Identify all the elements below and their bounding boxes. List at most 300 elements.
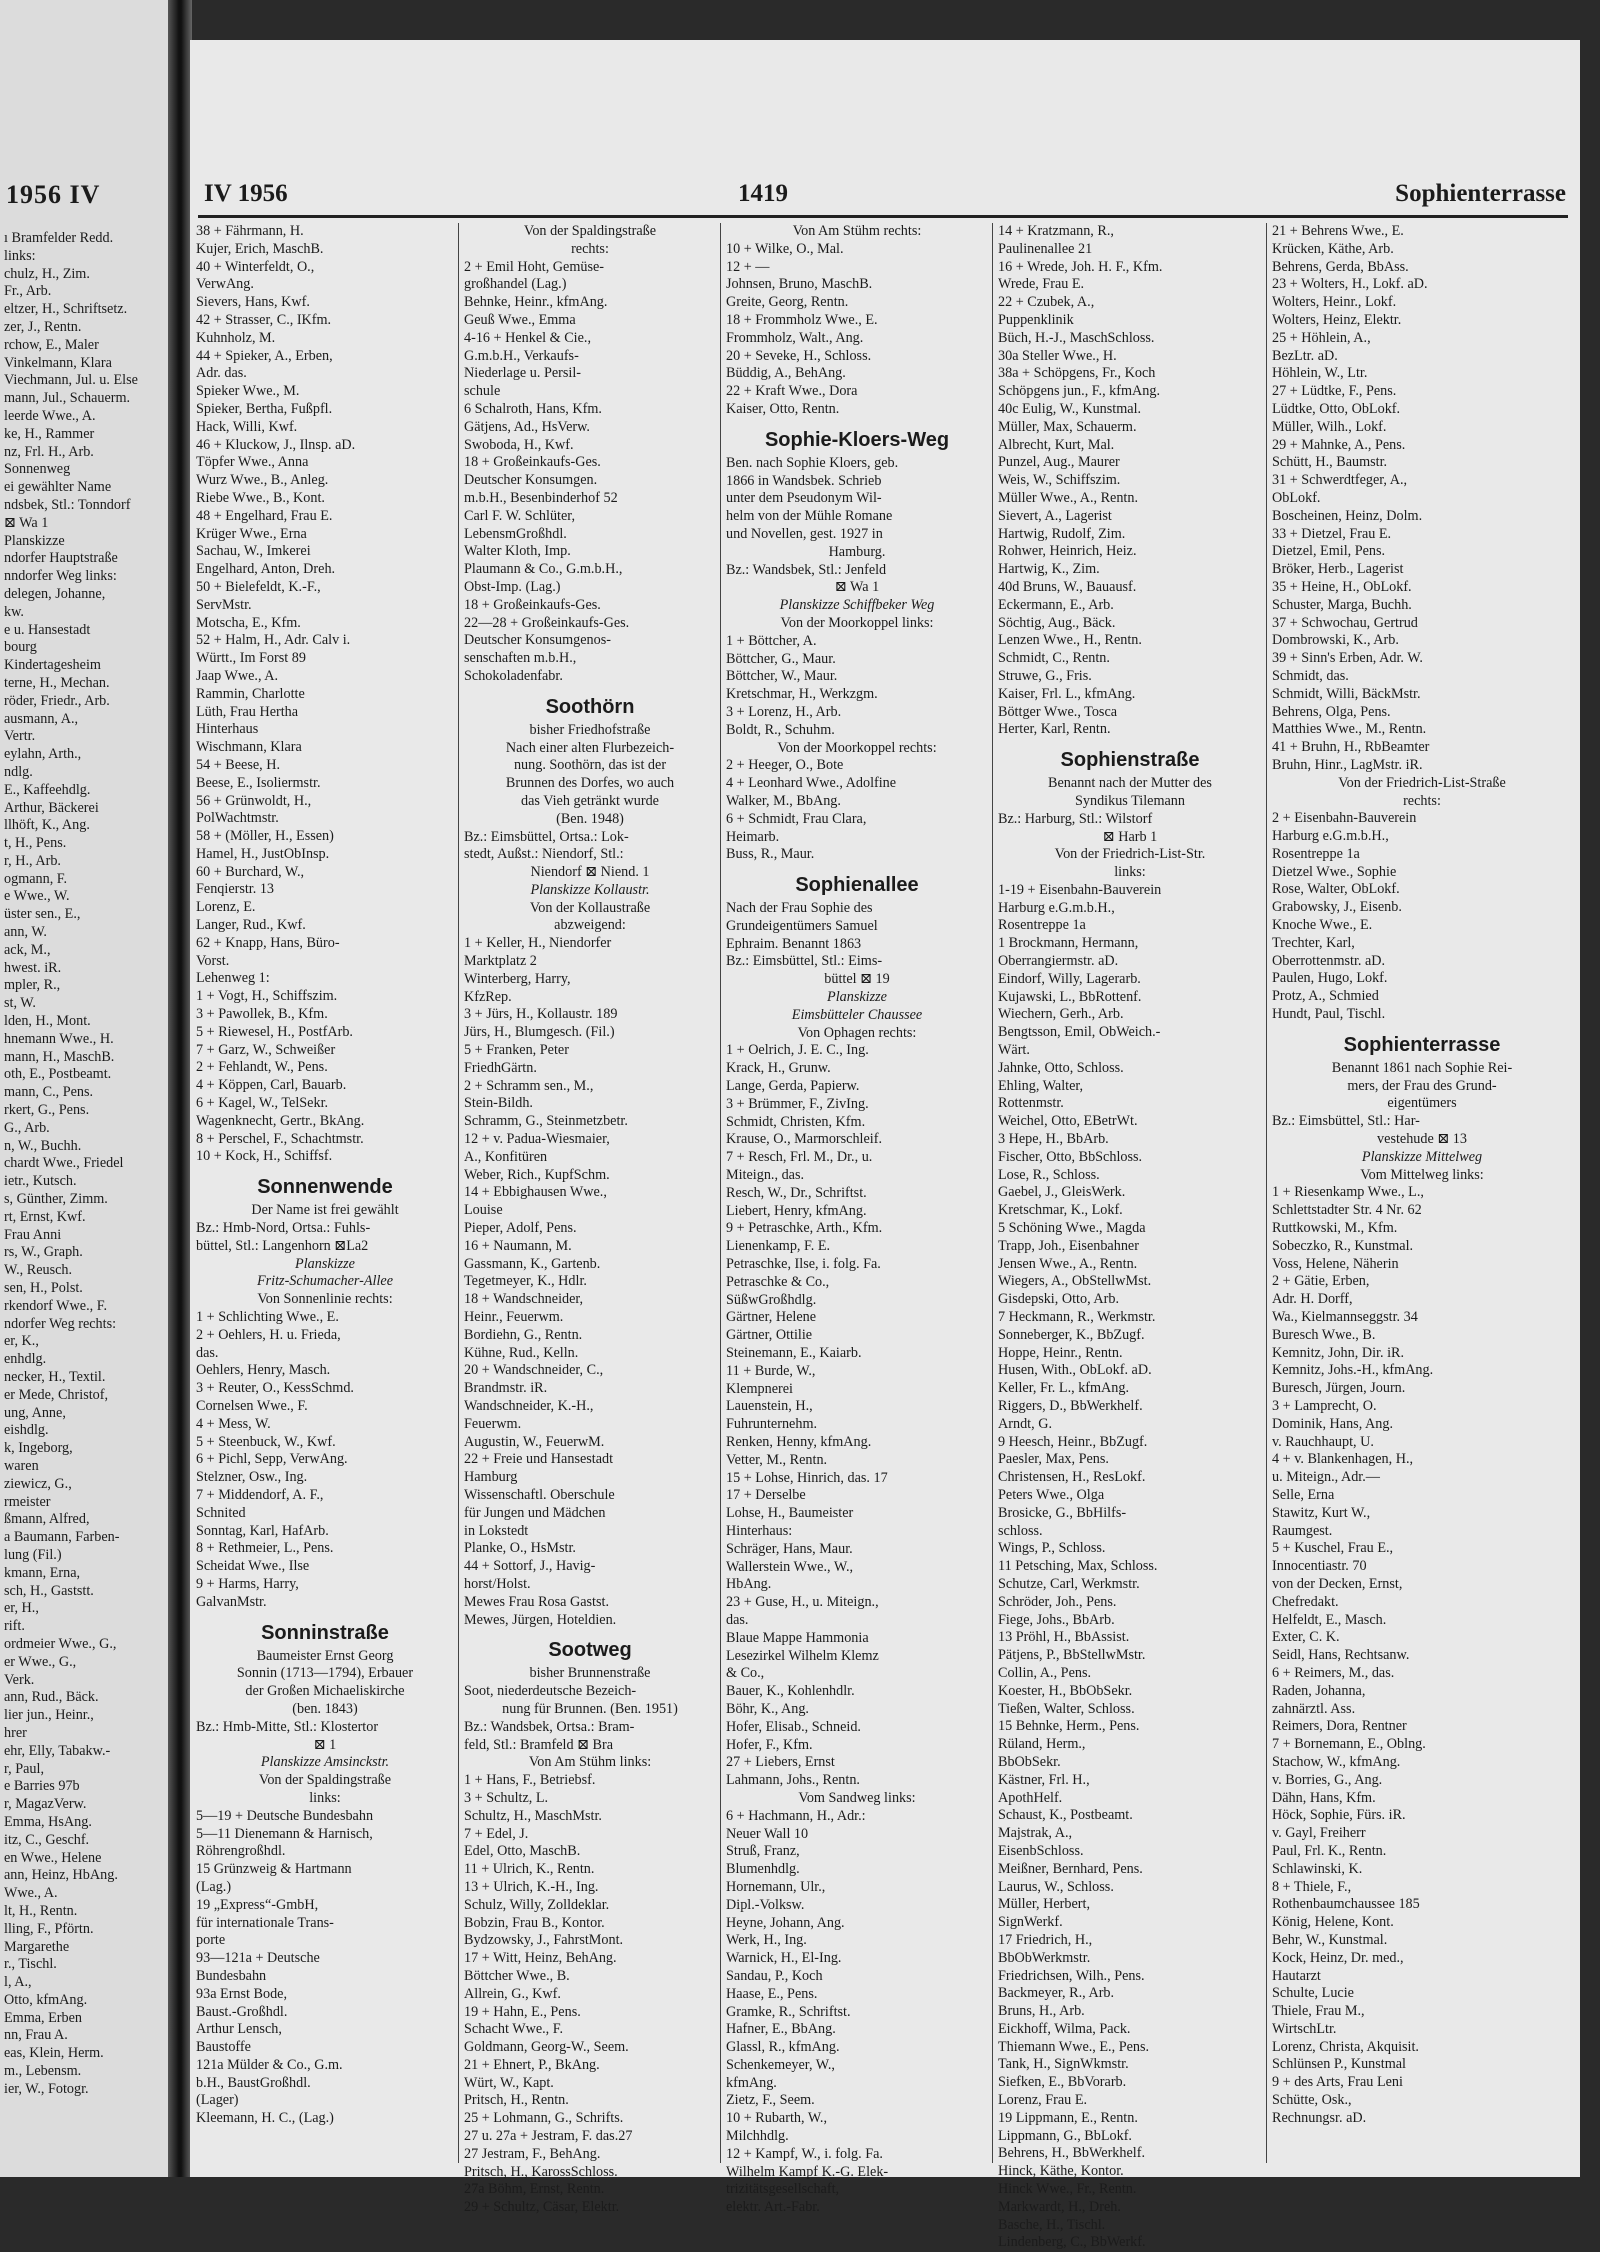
entry-line: Krack, H., Grunw.: [726, 1060, 831, 1077]
entry-line: Louise: [464, 1202, 503, 1219]
entry-line: Resch, W., Dr., Schriftst.: [726, 1184, 867, 1201]
entry-line: 1 + Riesenkamp Wwe., L.,: [1272, 1184, 1424, 1201]
entry-line: 46 + Kluckow, J., Ilnsp. aD.: [196, 436, 356, 453]
entry-line: oth, E., Postbeamt.: [4, 1066, 112, 1083]
header-street: Sophienterrasse: [1395, 180, 1566, 207]
entry-line: zahnärztl. Ass.: [1272, 1700, 1356, 1717]
entry-line: 27 + Liebers, Ernst: [726, 1754, 835, 1771]
entry-line: Schramm, G., Steinmetzbetr.: [464, 1113, 628, 1130]
entry-line: Basche, H., Tischl.: [998, 2216, 1106, 2233]
entry-line: Husen, With., ObLokf. aD.: [998, 1362, 1152, 1379]
entry-line: 14 + Kratzmann, R.,: [998, 223, 1114, 239]
entry-line: Friedrichsen, Wilh., Pens.: [998, 1967, 1145, 1984]
entry-line: Voss, Helene, Näherin: [1272, 1255, 1399, 1272]
entry-line: Böttcher, G., Maur.: [726, 650, 836, 667]
entry-line: feld, Stl.: Bramfeld ⊠ Bra: [464, 1736, 614, 1753]
entry-line: 27 Jestram, F., BehAng.: [464, 2145, 601, 2162]
entry-line: llhöft, K., Ang.: [4, 817, 90, 834]
entry-line: Gärtner, Helene: [726, 1309, 817, 1326]
note-line: Vom Sandweg links:: [798, 1789, 916, 1806]
entry-line: Arthur Lensch,: [196, 2021, 282, 2038]
entry-line: Schacht Wwe., F.: [464, 2021, 564, 2038]
entry-line: Paul, Frl. K., Rentn.: [1272, 1842, 1387, 1859]
entry-line: 5 + Riewesel, H., PostfArb.: [196, 1023, 353, 1040]
entry-line: 21 + Ehnert, P., BkAng.: [464, 2056, 600, 2073]
entry-line: Majstrak, A.,: [998, 1825, 1073, 1842]
entry-line: Bz.: Harburg, Stl.: Wilstorf: [998, 810, 1153, 827]
entry-line: Schulz, Willy, Zolldeklar.: [464, 1896, 610, 1913]
entry-line: mann, H., MaschB.: [4, 1048, 115, 1065]
entry-line: Brandmstr. iR.: [464, 1380, 548, 1397]
entry-line: Bz.: Hmb-Mitte, Stl.: Klostertor: [196, 1718, 379, 1735]
entry-line: r, H., Arb.: [4, 852, 61, 869]
entry-line: für Jungen und Mädchen: [464, 1504, 606, 1521]
entry-line: E., Kaffeehdlg.: [4, 781, 91, 798]
entry-line: Deutscher Konsumgen.: [464, 472, 598, 489]
entry-line: Bz.: Eimsbüttel, Ortsa.: Lok-: [464, 828, 629, 845]
entry-line: Bz.: Wandsbek, Stl.: Jenfeld: [726, 561, 887, 578]
entry-line: Spieker Wwe., M.: [196, 383, 300, 400]
entry-line: Emma, HsAng.: [4, 1813, 92, 1830]
entry-line: delegen, Johanne,: [4, 585, 106, 602]
entry-line: 3 + Jürs, H., Kollaustr. 189: [464, 1006, 618, 1023]
entry-line: Ehling, Walter,: [998, 1077, 1084, 1094]
entry-line: Schmidt, das.: [1272, 667, 1349, 684]
entry-line: 23 + Wolters, H., Lokf. aD.: [1272, 276, 1428, 293]
entry-line: Geuß Wwe., Emma: [464, 311, 576, 328]
entry-line: das.: [726, 1611, 749, 1628]
planskizze-line: Fritz-Schumacher-Allee: [256, 1273, 394, 1290]
entry-line: chardt Wwe., Friedel: [4, 1155, 124, 1172]
entry-line: Hartwig, K., Zim.: [998, 561, 1100, 578]
entry-line: Pritsch, H., KarossSchloss.: [464, 2163, 618, 2180]
entry-line: eishdlg.: [4, 1422, 49, 1439]
entry-line: Beese, E., Isoliermstr.: [196, 774, 321, 791]
entry-line: Greite, Georg, Rentn.: [726, 294, 849, 311]
entry-line: Hautarzt: [1272, 1967, 1321, 1984]
street-heading: Sophienallee: [795, 874, 919, 897]
entry-line: Haase, E., Pens.: [726, 1985, 818, 2002]
entry-line: 3 + Lorenz, H., Arb.: [726, 703, 842, 720]
entry-line: Fuhrunternehm.: [726, 1416, 818, 1433]
entry-line: nz, Frl. H., Arb.: [4, 443, 94, 460]
entry-line: Wa., Kielmannseggstr. 34: [1272, 1309, 1418, 1326]
entry-line: Fr., Arb.: [4, 283, 52, 300]
planskizze-line: Planskizze Amsinckstr.: [260, 1754, 390, 1771]
note-line: Von Ophagen rechts:: [797, 1024, 917, 1041]
entry-line: Ephraim. Benannt 1863: [726, 935, 862, 952]
entry-line: Kock, Heinz, Dr. med.,: [1272, 1949, 1404, 1966]
entry-line: 10 + Kock, H., Schiffsf.: [196, 1148, 333, 1165]
entry-line: Schaust, K., Postbeamt.: [998, 1807, 1133, 1824]
entry-line: EisenbSchloss.: [998, 1842, 1084, 1859]
entry-line: Mewes Frau Rosa Gastst.: [464, 1593, 610, 1610]
entry-line: Hofer, F., Kfm.: [726, 1736, 813, 1753]
entry-line: 44 + Sottorf, J., Havig-: [464, 1558, 596, 1575]
entry-line: Schuster, Marga, Buchh.: [1272, 596, 1412, 613]
entry-line: 4 + v. Blankenhagen, H.,: [1272, 1451, 1414, 1468]
entry-line: Lahmann, Johs., Rentn.: [726, 1772, 860, 1789]
entry-line: Weber, Rich., KupfSchm.: [464, 1166, 610, 1183]
entry-line: 27a Böhm, Ernst, Rentn.: [464, 2181, 605, 2198]
entry-line: lier jun., Heinr.,: [4, 1707, 94, 1724]
entry-line: 2 + Schramm sen., M.,: [464, 1077, 594, 1094]
entry-line: Edel, Otto, MaschB.: [464, 1843, 581, 1860]
entry-line: Scheidat Wwe., Ilse: [196, 1558, 310, 1575]
entry-line: Vinkelmann, Klara: [4, 354, 112, 371]
entry-line: 4 + Leonhard Wwe., Adolfine: [726, 775, 897, 792]
entry-line: Schmidt, Willi, BäckMstr.: [1272, 685, 1421, 702]
entry-line: ndsbek, Stl.: Tonndorf: [4, 496, 131, 513]
entry-line: Kujer, Erich, MaschB.: [196, 240, 324, 257]
entry-line: Puppenklinik: [998, 311, 1074, 328]
entry-line: Allrein, G., Kwf.: [464, 1985, 561, 2002]
entry-line: 5—11 Dienemann & Harnisch,: [196, 1825, 373, 1842]
entry-line: Fenqierstr. 13: [196, 881, 275, 898]
entry-line: eylahn, Arth.,: [4, 746, 82, 763]
entry-line: Heyne, Johann, Ang.: [726, 1914, 845, 1931]
entry-line: 58 + (Möller, H., Essen): [196, 828, 334, 845]
entry-line: Rosentreppe 1a: [998, 917, 1086, 934]
entry-line: st, W.: [4, 995, 36, 1012]
street-heading: Soothörn: [545, 695, 635, 718]
entry-line: 37 + Schwochau, Gertrud: [1272, 614, 1418, 631]
entry-line: Bordiehn, G., Rentn.: [464, 1326, 583, 1343]
entry-line: Lindenberg, C., BbWerkf.: [998, 2234, 1146, 2251]
entry-line: Schöpgens jun., F., kfmAng.: [998, 383, 1161, 400]
entry-line: Warnick, H., El-Ing.: [726, 1950, 842, 1967]
entry-line: 1 + Schlichting Wwe., E.: [196, 1309, 339, 1326]
entry-line: Bruhn, Hinr., LagMstr. iR.: [1272, 756, 1423, 773]
street-heading: Sophie-Kloers-Weg: [764, 428, 950, 451]
entry-line: Dietzel Wwe., Sophie: [1272, 863, 1397, 880]
entry-line: Weichel, Otto, EBetrWt.: [998, 1113, 1138, 1130]
entry-line: 5 + Steenbuck, W., Kwf.: [196, 1433, 336, 1450]
entry-line: Böttcher Wwe., B.: [464, 1967, 570, 1984]
entry-line: Schenkemeyer, W.,: [726, 2056, 835, 2073]
entry-line: zer, J., Rentn.: [4, 318, 82, 335]
entry-line: Thiele, Frau M.,: [1272, 2003, 1365, 2020]
left-page-header: 1956 IV: [6, 180, 101, 209]
entry-line: Hafner, E., BbAng.: [726, 2021, 836, 2038]
entry-line: Cornelsen Wwe., F.: [196, 1398, 308, 1414]
entry-line: lling, F., Pförtn.: [4, 1920, 94, 1937]
entry-line: Weis, W., Schiffszim.: [998, 472, 1121, 489]
left-page-column: [4, 230, 164, 2099]
entry-line: Bz.: Eimsbüttel, Stl.: Eims-: [726, 953, 883, 970]
entry-line: das.: [196, 1344, 219, 1361]
entry-line: Kästner, Frl. H.,: [998, 1771, 1090, 1788]
entry-line: Heinr., Feuerwm.: [464, 1309, 564, 1326]
entry-line: 20 + Wandschneider, C.,: [464, 1362, 604, 1379]
entry-line: 19 Lippmann, E., Rentn.: [998, 2109, 1138, 2126]
entry-line: Schmidt, Christen, Kfm.: [726, 1113, 866, 1130]
entry-line: Rottenmstr.: [998, 1095, 1064, 1112]
street-heading: Sonninstraße: [261, 1621, 389, 1644]
street-heading: Sootweg: [548, 1639, 632, 1662]
entry-line: Vorst.: [196, 952, 230, 969]
entry-line: Lange, Gerda, Papierw.: [726, 1078, 860, 1095]
entry-line: Raumgest.: [1272, 1522, 1333, 1539]
entry-line: 40 + Winterfeldt, O.,: [196, 258, 315, 275]
entry-line: Helfeldt, E., Masch.: [1272, 1611, 1387, 1628]
entry-line: unter dem Pseudonym Wil-: [726, 490, 882, 507]
entry-line: Dähn, Hans, Kfm.: [1272, 1789, 1376, 1806]
entry-line: König, Helene, Kont.: [1272, 1914, 1394, 1931]
entry-line: 6 Schalroth, Hans, Kfm.: [464, 400, 602, 417]
entry-line: Hinck, Käthe, Kontor.: [998, 2163, 1124, 2180]
entry-line: Sonntag, Karl, HafArb.: [196, 1522, 329, 1539]
planskizze-line: Eimsbütteler Chaussee: [791, 1006, 923, 1023]
entry-line: ung, Anne,: [4, 1404, 66, 1421]
entry-line: Bengtsson, Emil, ObWeich.-: [998, 1024, 1161, 1041]
entry-line: Behr, W., Kunstmal.: [1272, 1931, 1388, 1948]
entry-line: Eindorf, Willy, Lagerarb.: [998, 970, 1141, 987]
entry-line: ı Bramfelder Redd.: [4, 230, 114, 246]
entry-line: Sievert, A., Lagerist: [998, 507, 1112, 524]
entry-line: 5 Schöning Wwe., Magda: [998, 1220, 1146, 1237]
entry-line: Vetter, M., Rentn.: [726, 1451, 828, 1468]
entry-line: 2 + Gätie, Erben,: [1272, 1273, 1370, 1290]
entry-line: ndlg.: [4, 763, 33, 780]
entry-line: mann, C., Pens.: [4, 1084, 94, 1101]
entry-line: 50 + Bielefeldt, K.-F.,: [196, 578, 321, 595]
entry-line: schule: [464, 383, 501, 400]
entry-line: Pieper, Adolf, Pens.: [464, 1220, 577, 1237]
entry-line: terne, H., Mechan.: [4, 674, 110, 691]
entry-line: Struwe, G., Fris.: [998, 667, 1092, 684]
entry-line: Kuhnholz, M.: [196, 329, 276, 346]
entry-line: Paesler, Max, Pens.: [998, 1451, 1109, 1468]
entry-line: v. Rauchhaupt, U.: [1272, 1433, 1374, 1450]
entry-line: Sandau, P., Koch: [726, 1967, 823, 1984]
entry-line: Peters Wwe., Olga: [998, 1486, 1105, 1503]
entry-line: ApothHelf.: [998, 1789, 1063, 1806]
entry-line: 121a Mülder & Co., G.m.: [196, 2056, 343, 2073]
entry-line: Paulinenallee 21: [998, 240, 1093, 257]
entry-line: n, W., Buchh.: [4, 1137, 82, 1154]
note-line: links:: [309, 1789, 341, 1806]
entry-line: 30a Steller Wwe., H.: [998, 347, 1117, 364]
entry-line: Spieker, Bertha, Fußpfl.: [196, 400, 333, 417]
note-line: links:: [1114, 864, 1146, 881]
column-5: [1272, 223, 1572, 2128]
note-line: Von der Kollaustraße: [529, 899, 651, 916]
book-gutter: [168, 0, 192, 2177]
entry-line: ndorfer Weg rechts:: [4, 1315, 117, 1332]
entry-line: Wolters, Heinr., Lokf.: [1272, 294, 1397, 311]
entry-line: 13 + Ulrich, K.-H., Ing.: [464, 1878, 599, 1895]
entry-line: Müller, Max, Schauerm.: [998, 418, 1137, 435]
entry-line: 3 + Schultz, L.: [464, 1789, 549, 1806]
entry-line: 35 + Heine, H., ObLokf.: [1272, 578, 1412, 595]
entry-line: 39 + Sinn's Erben, Adr. W.: [1272, 650, 1423, 667]
entry-line: 2 + Emil Hoht, Gemüse-: [464, 258, 605, 275]
entry-line: ogmann, F.: [4, 870, 68, 887]
entry-line: Sievers, Hans, Kwf.: [196, 294, 310, 311]
entry-line: Mewes, Jürgen, Hoteldien.: [464, 1611, 617, 1628]
entry-line: 4-16 + Henkel & Cie.,: [464, 329, 591, 346]
entry-line: 54 + Beese, H.: [196, 756, 281, 773]
entry-line: Meißner, Bernhard, Pens.: [998, 1860, 1143, 1877]
entry-line: Adr. H. Dorff,: [1272, 1291, 1353, 1308]
column-divider: [1266, 223, 1267, 2163]
entry-line: 25 + Höhlein, A.,: [1272, 329, 1371, 346]
entry-line: 1 + Hans, F., Betriebsf.: [464, 1772, 596, 1789]
entry-line: 17 + Witt, Heinz, BehAng.: [464, 1950, 617, 1967]
entry-line: chulz, H., Zim.: [4, 265, 90, 282]
entry-line: Petraschke & Co.,: [726, 1273, 830, 1290]
entry-line: Laurus, W., Schloss.: [998, 1878, 1114, 1895]
entry-line: 6 + Reimers, M., das.: [1272, 1664, 1395, 1681]
entry-line: Jensen Wwe., A., Rentn.: [998, 1255, 1138, 1272]
entry-line: Büddig, A., BehAng.: [726, 365, 846, 382]
entry-line: Bauer, K., Kohlenhdlr.: [726, 1683, 855, 1700]
note-line: Von der Moorkoppel links:: [780, 614, 934, 631]
entry-line: Ben. nach Sophie Kloers, geb.: [726, 454, 899, 471]
entry-line: v. Borries, G., Ang.: [1272, 1771, 1383, 1788]
entry-line: 40d Bruns, W., Bauausf.: [998, 578, 1137, 595]
entry-line: 38a + Schöpgens, Fr., Koch: [998, 365, 1156, 382]
entry-line: ier, W., Fotogr.: [4, 2080, 89, 2097]
entry-line: Sonneberger, K., BbZugf.: [998, 1326, 1145, 1343]
entry-line: Brosicke, G., BbHilfs-: [998, 1504, 1127, 1521]
entry-line: Krücken, Käthe, Arb.: [1272, 240, 1394, 257]
entry-line: Herter, Karl, Rentn.: [998, 721, 1111, 738]
entry-line: 3 + Brümmer, F., ZivIng.: [726, 1095, 869, 1112]
entry-line: Wwe., A.: [4, 1885, 58, 1902]
entry-line: 22 + Kraft Wwe., Dora: [726, 383, 858, 400]
entry-line: Schlünsen P., Kunstmal: [1272, 2056, 1406, 2073]
entry-line: Johnsen, Bruno, MaschB.: [726, 276, 873, 293]
entry-line: 6 + Hachmann, H., Adr.:: [726, 1807, 866, 1824]
entry-line: itz, C., Geschf.: [4, 1831, 90, 1848]
entry-line: v. Gayl, Freiherr: [1272, 1825, 1366, 1842]
entry-line: 44 + Spieker, A., Erben,: [196, 347, 333, 364]
entry-line: 10 + Wilke, O., Mal.: [726, 240, 844, 257]
entry-line: 52 + Halm, H., Adr. Calv i.: [196, 632, 351, 649]
entry-line: lt, H., Rentn.: [4, 1902, 78, 1919]
entry-line: ei gewählter Name: [4, 479, 112, 496]
entry-line: Hinck Wwe., Fr., Rentn.: [998, 2181, 1137, 2198]
entry-line: LebensmGroßhdl.: [464, 525, 567, 542]
entry-line: 8 + Perschel, F., Schachtmstr.: [196, 1130, 364, 1147]
entry-line: hnemann Wwe., H.: [4, 1030, 114, 1047]
entry-line: lden, H., Mont.: [4, 1013, 91, 1030]
entry-line: Kretschmar, H., Werkzgm.: [726, 686, 878, 703]
note-line: ⊠ 1: [313, 1736, 337, 1753]
entry-line: Steinemann, E., Kaiarb.: [726, 1345, 862, 1362]
entry-line: KfzRep.: [464, 988, 512, 1005]
note-line: bisher Brunnenstraße: [529, 1665, 651, 1682]
entry-line: Knoche Wwe., E.: [1272, 917, 1373, 934]
entry-line: Schütte, Osk.,: [1272, 2092, 1352, 2109]
entry-line: Bz.: Wandsbek, Ortsa.: Bram-: [464, 1718, 635, 1735]
entry-line: 18 + Frommholz Wwe., E.: [726, 311, 878, 328]
entry-line: von der Decken, Ernst,: [1272, 1575, 1403, 1592]
entry-line: Backmeyer, R., Arb.: [998, 1985, 1115, 2002]
entry-line: 17 + Derselbe: [726, 1487, 806, 1504]
entry-line: rmeister: [4, 1493, 51, 1510]
entry-line: BezLtr. aD.: [1272, 347, 1338, 364]
note-line: Von der Friedrich-List-Str.: [1054, 846, 1206, 863]
entry-line: Walker, M., BbAng.: [726, 792, 841, 809]
entry-line: Rammin, Charlotte: [196, 685, 305, 702]
entry-line: m.b.H., Besenbinderhof 52: [464, 489, 618, 506]
entry-line: 18 + Wandschneider,: [464, 1291, 584, 1308]
entry-line: rs, W., Graph.: [4, 1244, 83, 1261]
entry-line: röder, Friedr., Arb.: [4, 692, 110, 709]
entry-line: großhandel (Lag.): [464, 276, 567, 293]
entry-line: Kaiser, Frl. L., kfmAng.: [998, 685, 1136, 702]
entry-line: Wallerstein Wwe., W.,: [726, 1558, 854, 1575]
entry-line: Klempnerei: [726, 1380, 793, 1397]
note-line: Nach einer alten Flurbezeich-: [505, 739, 675, 756]
entry-line: BbObSekr.: [998, 1753, 1061, 1770]
entry-line: Hinterhaus:: [726, 1522, 793, 1539]
page-number: 1419: [738, 180, 788, 207]
entry-line: Wagenknecht, Gertr., BkAng.: [196, 1112, 365, 1129]
entry-line: 9 + des Arts, Frau Leni: [1272, 2074, 1403, 2091]
note-line: das Vieh getränkt wurde: [521, 792, 659, 809]
entry-line: Rohwer, Heinrich, Heiz.: [998, 543, 1137, 560]
entry-line: e Wwe., W.: [4, 888, 70, 905]
entry-line: Hamel, H., JustObInsp.: [196, 845, 330, 862]
entry-line: Büch, H.-J., MaschSchloss.: [998, 329, 1155, 346]
entry-line: W., Reusch.: [4, 1262, 73, 1279]
entry-line: 11 + Burde, W.,: [726, 1362, 816, 1379]
entry-line: rchow, E., Maler: [4, 336, 99, 353]
entry-line: er Mede, Christof,: [4, 1386, 109, 1403]
note-line: rechts:: [571, 240, 609, 257]
entry-line: 14 + Ebbighausen Wwe.,: [464, 1184, 607, 1201]
entry-line: en Wwe., Helene: [4, 1849, 102, 1866]
entry-line: t, H., Pens.: [4, 835, 67, 852]
entry-line: 5 + Kuschel, Frau E.,: [1272, 1540, 1394, 1557]
entry-line: Soot, niederdeutsche Bezeich-: [464, 1683, 637, 1700]
entry-line: 3 + Lamprecht, O.: [1272, 1398, 1377, 1414]
entry-line: Selle, Erna: [1272, 1486, 1335, 1503]
entry-line: Sobeczko, R., Kunstmal.: [1272, 1237, 1414, 1254]
entry-line: Kühne, Rud., Kelln.: [464, 1344, 579, 1361]
entry-line: Schulte, Lucie: [1272, 1985, 1354, 2002]
entry-line: 48 + Engelhard, Frau E.: [196, 507, 333, 524]
entry-line: eltzer, H., Schriftsetz.: [4, 301, 128, 318]
entry-line: Dipl.-Volksw.: [726, 1896, 805, 1913]
entry-line: Oehlers, Henry, Masch.: [196, 1362, 331, 1379]
entry-line: rt, Ernst, Kwf.: [4, 1208, 86, 1225]
entry-line: A., Konfitüren: [464, 1148, 548, 1165]
entry-line: 22 + Freie und Hansestadt: [464, 1451, 614, 1468]
entry-line: Markwardt, H., Dreh.: [998, 2198, 1121, 2215]
entry-line: 7 + Middendorf, A. F.,: [196, 1486, 324, 1503]
entry-line: Eckermann, E., Arb.: [998, 596, 1114, 613]
entry-line: rkert, G., Pens.: [4, 1102, 90, 1119]
entry-line: 3 Hepe, H., BbArb.: [998, 1131, 1109, 1148]
entry-line: Walter Kloth, Imp.: [464, 543, 571, 560]
entry-line: Stein-Bildh.: [464, 1095, 533, 1112]
entry-line: l, A.,: [4, 1974, 32, 1991]
entry-line: hwest. iR.: [4, 959, 62, 976]
entry-line: Viechmann, Jul. u. Else: [4, 372, 138, 389]
entry-line: Röhrengroßhdl.: [196, 1843, 286, 1860]
entry-line: & Co.,: [726, 1665, 765, 1682]
entry-line: ehr, Elly, Tabakw.-: [4, 1742, 111, 1759]
entry-line: ann, Heinz, HbAng.: [4, 1867, 118, 1884]
street-heading: Sophienstraße: [1060, 749, 1200, 772]
entry-line: 25 + Lohmann, G., Schrifts.: [464, 2110, 624, 2127]
entry-line: links:: [4, 247, 36, 264]
